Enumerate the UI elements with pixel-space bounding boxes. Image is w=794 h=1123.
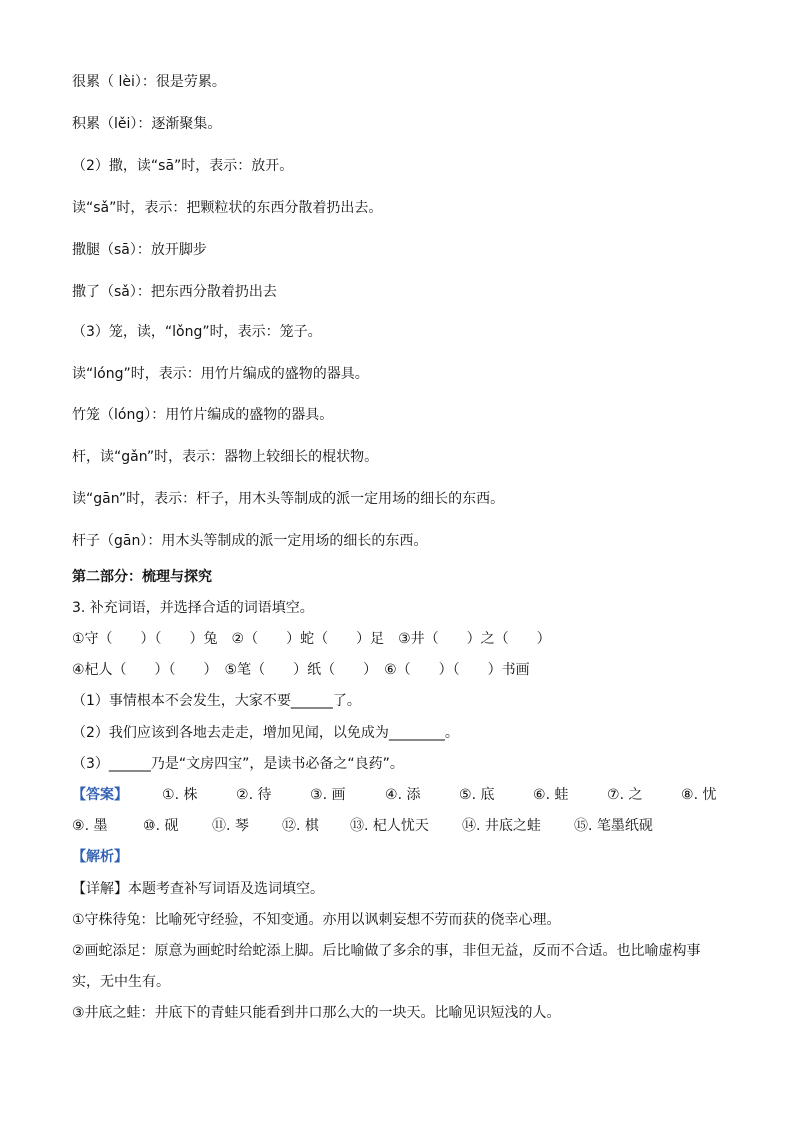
answer-item: ①. 株 (162, 787, 198, 803)
answer-item: ⑤. 底 (459, 787, 495, 803)
answer-item: ④. 添 (385, 787, 421, 803)
answer-item: ⑨. 墨 (72, 818, 108, 834)
text-line: （2）撒，读“sā”时，表示：放开。 (72, 158, 294, 174)
analysis-line: ①守株待兔：比喻死守经验，不知变通。亦用以讽刺妄想不劳而获的侥幸心理。 (72, 912, 561, 928)
answer-item: ⑩. 砚 (143, 818, 179, 834)
answer-item: ⑦. 之 (607, 787, 643, 803)
text-line: 积累（lěi）：逐渐聚集。 (72, 116, 222, 132)
answer-item: ⑫. 棋 (282, 818, 319, 834)
answer-item: ⑬. 杞人忧天 (350, 818, 429, 834)
answer-item: ②. 待 (236, 787, 272, 803)
analysis-line: 实，无中生有。 (72, 974, 170, 990)
sub-question-3: （3）______乃是“文房四宝”，是读书必备之“良药”。 (72, 756, 404, 772)
answer-item: ⑮. 笔墨纸砚 (574, 818, 653, 834)
answer-item: ⑭. 井底之蛙 (462, 818, 541, 834)
question-row-2: ④杞人（ ）（ ） ⑤笔（ ）纸（ ） ⑥（ ）（ ）书画 (72, 662, 530, 678)
sub-question-1: （1）事情根本不会发生，大家不要______了。 (72, 693, 361, 709)
answer-item: ⑪. 琴 (212, 818, 249, 834)
section-title: 第二部分：梳理与探究 (72, 569, 212, 585)
text-line: 读“sǎ”时，表示：把颗粒状的东西分散着扔出去。 (72, 200, 383, 216)
answer-label: 【答案】 (72, 787, 128, 803)
question-row-1: ①守（ ）（ ）兔 ②（ ）蛇（ ）足 ③井（ ）之（ ） (72, 631, 551, 647)
text-line: （3）笼，读，“lǒng”时，表示：笼子。 (72, 324, 322, 340)
question-stem: 3. 补充词语，并选择合适的词语填空。 (72, 600, 314, 616)
text-line: 竹笼（lóng）：用竹片编成的盛物的器具。 (72, 407, 334, 423)
answer-item: ⑥. 蛙 (533, 787, 569, 803)
text-line: 杆子（gān）：用木头等制成的派一定用场的细长的东西。 (72, 533, 428, 549)
analysis-line: ③井底之蛙：井底下的青蛙只能看到井口那么大的一块天。比喻见识短浅的人。 (72, 1005, 561, 1021)
sub-question-2: （2）我们应该到各地去走走，增加见闻，以免成为________。 (72, 725, 459, 741)
analysis-label: 【解析】 (72, 849, 128, 865)
text-line: 杆，读“gǎn”时，表示：器物上较细长的棍状物。 (72, 449, 379, 465)
text-line: 读“gān”时，表示：杆子，用木头等制成的派一定用场的细长的东西。 (72, 491, 505, 507)
answer-item: ⑧. 忧 (681, 787, 717, 803)
text-line: 很累（ lèi）：很是劳累。 (72, 74, 226, 90)
answer-item: ③. 画 (310, 787, 346, 803)
text-line: 撒了（sǎ）：把东西分散着扔出去 (72, 284, 277, 300)
analysis-line: ②画蛇添足：原意为画蛇时给蛇添上脚。后比喻做了多余的事，非但无益，反而不合适。也比喻虚构事 (72, 943, 701, 959)
text-line: 读“lóng”时，表示：用竹片编成的盛物的器具。 (72, 366, 369, 382)
text-line: 撒腿（sā）：放开脚步 (72, 242, 207, 258)
analysis-line: 【详解】本题考查补写词语及选词填空。 (72, 881, 324, 897)
